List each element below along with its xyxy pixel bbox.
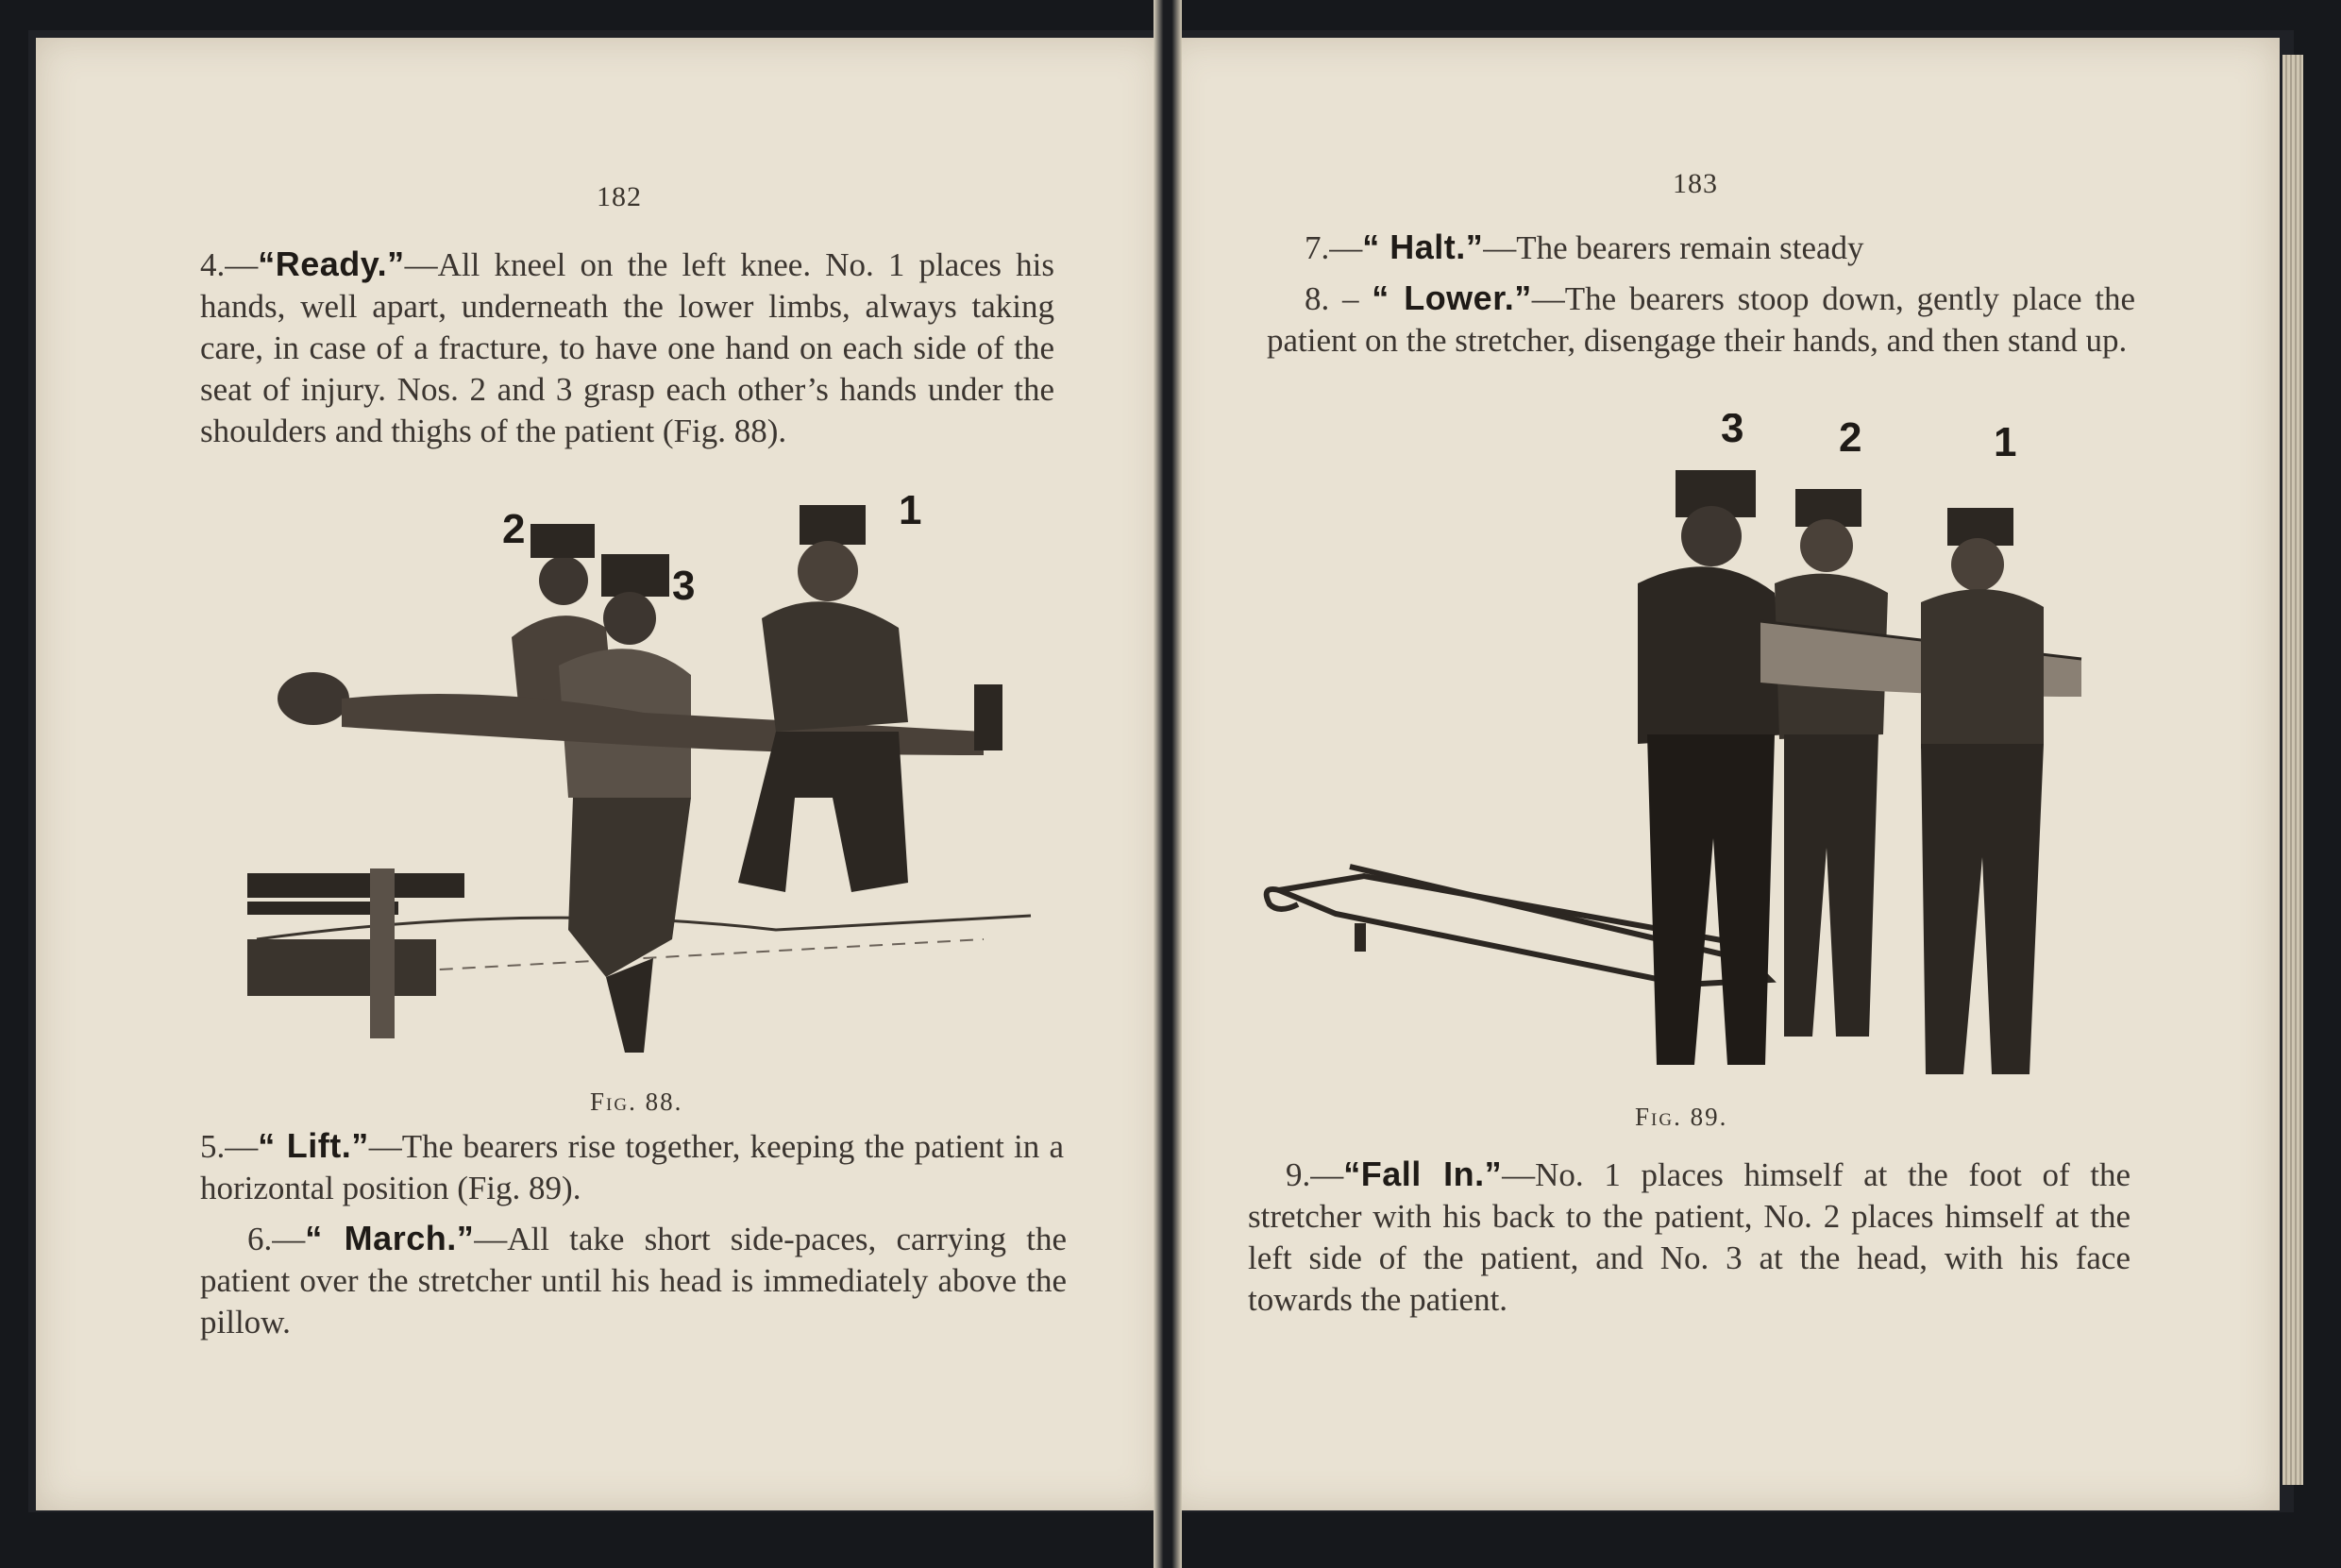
figure-label-1: 1 (1994, 419, 2017, 465)
para-number: 5.— (200, 1128, 259, 1165)
paragraph-7 (1267, 227, 2135, 269)
figure-89-illustration (1260, 413, 2143, 1093)
para-number: 8. – (1305, 280, 1373, 317)
page-edges (2282, 55, 2303, 1485)
figure-label-3: 3 (1721, 413, 1744, 451)
para-number: 6.— (247, 1221, 306, 1257)
figure-label-1: 1 (899, 487, 922, 533)
figure-label-2: 2 (502, 506, 526, 552)
paragraph-6 (200, 1218, 1067, 1343)
para-text: —The bearers remain steady (1483, 229, 1864, 266)
figure-88-caption: Fig. 88. (590, 1087, 683, 1116)
para-text: —All take short side-paces, carrying the patient over the stretcher until his head is immediately above the pillow. (200, 1221, 1067, 1340)
paragraph-8 (1267, 278, 2135, 362)
para-number: 9.— (1286, 1156, 1344, 1193)
book-gutter (1154, 0, 1182, 1568)
command-lower: “ Lower.” (1372, 278, 1532, 317)
figure-89-caption: Fig. 89. (1635, 1103, 1728, 1131)
paragraph-4 (200, 244, 1054, 452)
para-text: —No. 1 places himself at the foot of the stretcher with his back to the patient, No. 2 places himself at the left side of the patient, and No. 3 at the head, with his face towards the patient. (1248, 1156, 2130, 1318)
figure-88-illustration (247, 486, 1036, 1071)
figure-label-3: 3 (672, 563, 696, 609)
command-lift: “ Lift.” (258, 1126, 369, 1165)
para-number: 4.— (200, 246, 259, 283)
command-march: “ March.” (305, 1219, 475, 1257)
command-fall-in: “Fall In.” (1343, 1155, 1503, 1193)
page-number-left: 182 (597, 181, 642, 212)
paragraph-9 (1248, 1154, 2130, 1321)
command-halt: “ Halt.” (1362, 228, 1484, 266)
figure-label-2: 2 (1839, 414, 1862, 461)
para-text: —The bearers rise together, keeping the patient in a horizontal position (Fig. 89). (200, 1128, 1064, 1206)
para-text: —All kneel on the left knee. No. 1 places his hands, well apart, underneath the lower limbs, always taking care, in case of a fracture, to have one hand on each side of the seat of injury. Nos. 2 and 3 grasp each other’s hands under the shoulders and thighs of the patient (Fig. 88). (200, 246, 1054, 449)
para-text: —The bearers stoop down, gently place the patient on the stretcher, disengage their hands, and then stand up. (1267, 280, 2136, 359)
page-number-right: 183 (1673, 168, 1718, 199)
para-number: 7.— (1305, 229, 1363, 266)
paragraph-5 (200, 1125, 1064, 1209)
command-ready: “Ready.” (258, 244, 405, 283)
